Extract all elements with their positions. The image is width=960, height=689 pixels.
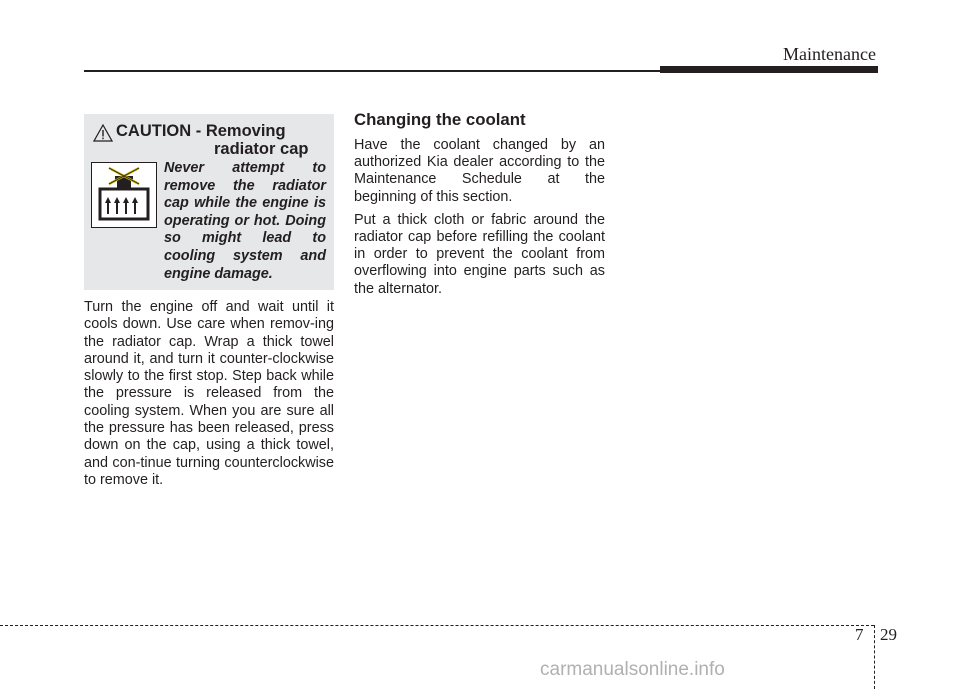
chapter-number: 7 [855,625,864,644]
paragraph: Put a thick cloth or fabric around the radiator cap before refilling the coolant in order to prevent the coolant from overflowing into engine parts such as the alternator. [354,211,605,297]
section-title: Maintenance [783,44,876,64]
caution-title-line1: Removing [205,122,286,140]
watermark: carmanualsonline.info [540,659,725,680]
paragraph: Have the coolant changed by an authorized Kia dealer according to the Maintenance Schedule at the beginning of this section. [354,137,605,205]
header-rule-thin [84,70,660,72]
caution-box [84,114,334,290]
page-number: 29 [880,625,897,644]
warning-triangle-icon [93,124,113,142]
caution-title-line2: radiator cap [214,140,309,158]
section-heading: Changing the coolant [354,110,526,129]
header-rule-thick [660,66,878,73]
footer-dashed-rule [0,625,874,626]
caution-text: Never attempt to remove the radiator cap while the engine is operating or hot. Doing so might lead to cooling system and engine damage. [164,160,326,282]
left-body-text: Turn the engine off and wait until it cools down. Use care when remov-ing the radiator cap. Wrap a thick towel around it, and turn it counter-clockwise slowly to the first stop. Step back while the pressure is released from the cooling system. When you are sure all the pressure has been released, press down on the cap, using a thick towel, and con-tinue turning counterclockwise to remove it. [84,299,334,488]
radiator-heat-warning-icon [91,162,157,228]
caution-title [116,122,334,158]
caution-label: CAUTION - [116,122,206,140]
changing-coolant-section [354,110,605,304]
footer-vertical-rule [874,625,875,689]
